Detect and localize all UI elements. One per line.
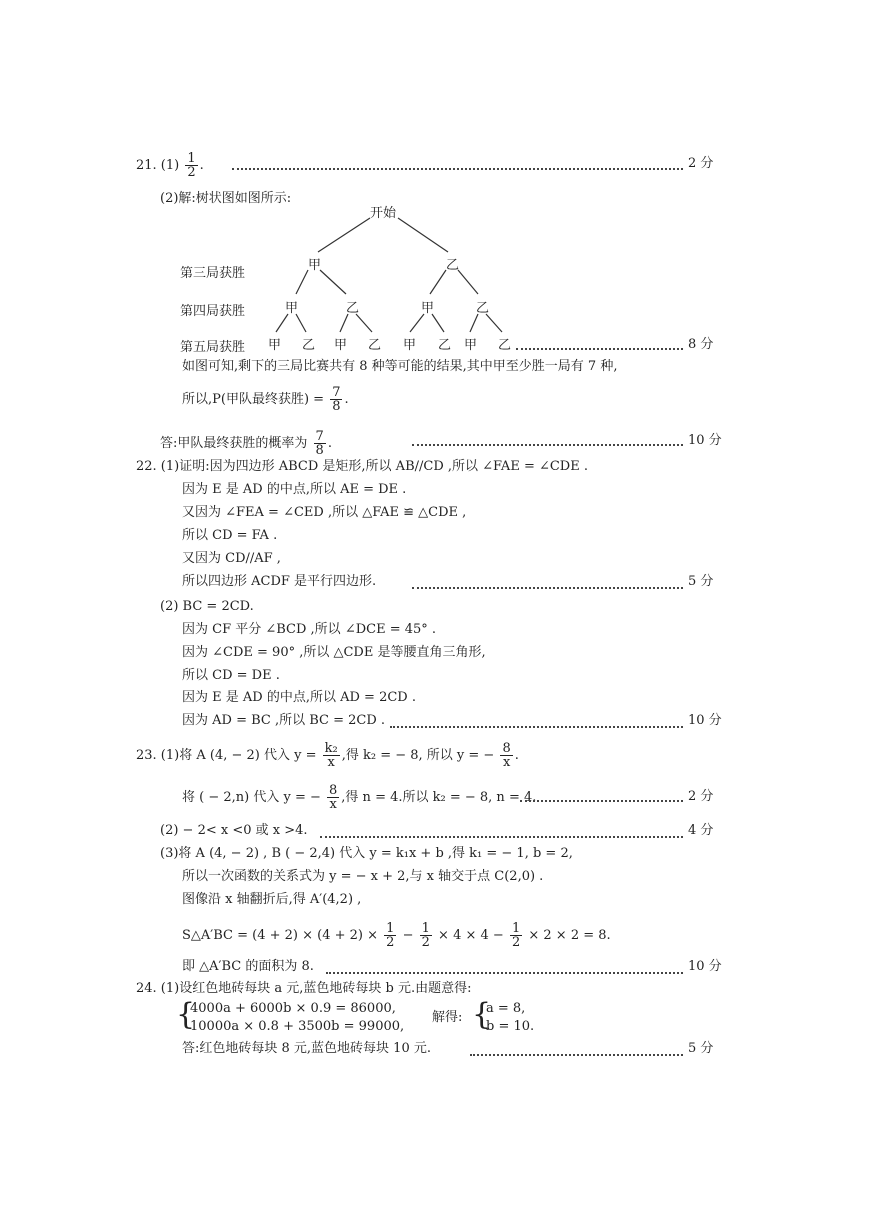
q21-answer-leader (412, 444, 683, 446)
edge-root-r (398, 218, 448, 252)
edge-l3b-l (430, 270, 446, 294)
q22-line2: 所以 CD = DE . (182, 668, 280, 683)
q23-line7: S△A′BC = (4 + 2) × (4 + 2) × $\frac{1}{2}$ − $\frac{1}{2}$ × 4 × 4 − $\frac{1}{2}$ × 2 × 2 = 8. (182, 921, 611, 950)
tree-l5-node: 甲 (403, 338, 417, 353)
q23-line8: 即 △A′BC 的面积为 8. (182, 959, 314, 974)
q24-sol1: a = 8, (486, 1001, 526, 1016)
q21-p1-fraction: $\frac{1}{2}$ (187, 151, 196, 180)
q23-p2-score: 4 分 (688, 823, 714, 838)
tree-root: 开始 (370, 206, 397, 221)
q21-answer-score: 10 分 (688, 433, 722, 448)
edge-l3a-r (320, 270, 346, 294)
q21-answer: 答:甲队最终获胜的概率为 $\frac{7}{8}$ . (160, 429, 332, 458)
tree-l4-node: 甲 (421, 301, 435, 316)
q24-eq2: 10000a × 0.8 + 3500b = 99000, (190, 1019, 405, 1034)
q21-probability-fraction: $\frac{7}{8}$ (332, 385, 341, 414)
q23-p3-leader (326, 972, 683, 974)
q24-leader (470, 1054, 683, 1056)
q23-line6: 图像沿 x 轴翻折后,得 A′(4,2) , (182, 892, 362, 907)
edge-4d-l (470, 314, 478, 332)
edge-l3b-r (458, 270, 478, 294)
q22-line2: 因为 CF 平分 ∠BCD ,所以 ∠DCE = 45° . (182, 622, 437, 637)
q21-part2-intro: (2)解:树状图如图所示: (160, 191, 292, 206)
q23-line1: 23. (1)将 A (4, − 2) 代入 y = $\frac{\text{k₂}}{x}$ ,得 k₂ = − 8, 所以 y = − $\frac{8}{x}$ . (136, 741, 519, 770)
q24-line1: 24. (1)设红色地砖每块 a 元,蓝色地砖每块 b 元.由题意得: (136, 981, 472, 996)
solution-brace: { (472, 997, 492, 1032)
edge-l3a-l (296, 270, 308, 294)
tree-l5-node: 乙 (438, 338, 452, 353)
q22-line: 又因为 CD//AF , (182, 551, 281, 566)
edge-4a-l (276, 314, 288, 332)
q22-p2-leader (390, 726, 683, 728)
tree-l5-node: 乙 (498, 338, 512, 353)
tree-l4-node: 乙 (476, 301, 490, 316)
tree-l5-node: 乙 (368, 338, 382, 353)
edge-4d-r (486, 314, 502, 332)
q21-number: 21. (1) (136, 158, 180, 173)
q22-line2: (2) BC = 2CD. (160, 599, 254, 614)
q22-line2: 因为 E 是 AD 的中点,所以 AD = 2CD . (182, 690, 416, 705)
tree-level4-label: 第四局获胜 (180, 304, 246, 319)
edge-4b-l (340, 314, 348, 332)
q23-line2: 将 ( − 2,n) 代入 y = − $\frac{8}{x}$ ,得 n = 4.所以 k₂ = − 8, n = 4. (182, 783, 537, 812)
q23-p3-score: 10 分 (688, 959, 722, 974)
tree-l3-node: 乙 (446, 258, 460, 273)
q22-line: 所以 CD = FA . (182, 528, 278, 543)
tree-l3-node: 甲 (308, 258, 322, 273)
q21-answer-fraction: $\frac{7}{8}$ (315, 429, 324, 458)
q22-line: 所以四边形 ACDF 是平行四边形. (182, 574, 377, 589)
q22-line2: 因为 AD = BC ,所以 BC = 2CD . (182, 713, 386, 728)
q23-p1-leader (520, 800, 683, 802)
tree-l5-node: 甲 (268, 338, 282, 353)
q24-answer: 答:红色地砖每块 8 元,蓝色地砖每块 10 元. (182, 1041, 431, 1056)
tree-l4-node: 甲 (285, 301, 299, 316)
q22-p1-score: 5 分 (688, 574, 714, 589)
q24-score: 5 分 (688, 1041, 714, 1056)
q21-line-a: 如图可知,剩下的三局比赛共有 8 种等可能的结果,其中甲至少胜一局有 7 种, (182, 359, 618, 374)
q22-p2-score: 10 分 (688, 713, 722, 728)
q24-sol2: b = 10. (486, 1019, 535, 1034)
tree-l4-node: 乙 (346, 301, 360, 316)
q24-solve-label: 解得: (432, 1010, 463, 1025)
q22-line: 又因为 ∠FEA = ∠CED ,所以 △FAE ≌ △CDE , (182, 505, 467, 520)
q22-p1-leader (412, 587, 683, 589)
q21-part1: 21. (1) $\frac{1}{2}$ . (136, 151, 204, 180)
q23-line5: 所以一次函数的关系式为 y = − x + 2,与 x 轴交于点 C(2,0) . (182, 869, 544, 884)
q24-eq1: 4000a + 6000b × 0.9 = 86000, (190, 1001, 396, 1016)
tree-l5-node: 乙 (302, 338, 316, 353)
edge-4c-r (432, 314, 444, 332)
q23-line4: (3)将 A (4, − 2) , B ( − 2,4) 代入 y = k₁x + b ,得 k₁ = − 1, b = 2, (160, 846, 573, 861)
q23-p2-leader (320, 836, 683, 838)
tree-leader (516, 348, 683, 350)
q22-line2: 因为 ∠CDE = 90° ,所以 △CDE 是等腰直角三角形, (182, 645, 486, 660)
tree-score: 8 分 (688, 337, 714, 352)
q21-p1-score: 2 分 (688, 156, 714, 171)
edge-4a-r (296, 314, 306, 332)
edge-4b-r (356, 314, 372, 332)
q23-p1-score: 2 分 (688, 789, 714, 804)
edge-4c-l (410, 314, 424, 332)
system-brace: { (176, 997, 196, 1032)
tree-l5-node: 甲 (464, 338, 478, 353)
tree-diagram (0, 0, 869, 420)
tree-level5-label: 第五局获胜 (180, 340, 246, 355)
q21-line-b: 所以,P(甲队最终获胜) = $\frac{7}{8}$ . (182, 385, 349, 414)
q23-line3: (2) − 2< x <0 或 x >4. (160, 823, 308, 838)
q22-line: 因为 E 是 AD 的中点,所以 AE = DE . (182, 482, 407, 497)
tree-level3-label: 第三局获胜 (180, 266, 246, 281)
edge-root-l (318, 218, 370, 252)
tree-l5-node: 甲 (334, 338, 348, 353)
q22-line: 22. (1)证明:因为四边形 ABCD 是矩形,所以 AB//CD ,所以 ∠FAE = ∠CDE . (136, 459, 588, 474)
